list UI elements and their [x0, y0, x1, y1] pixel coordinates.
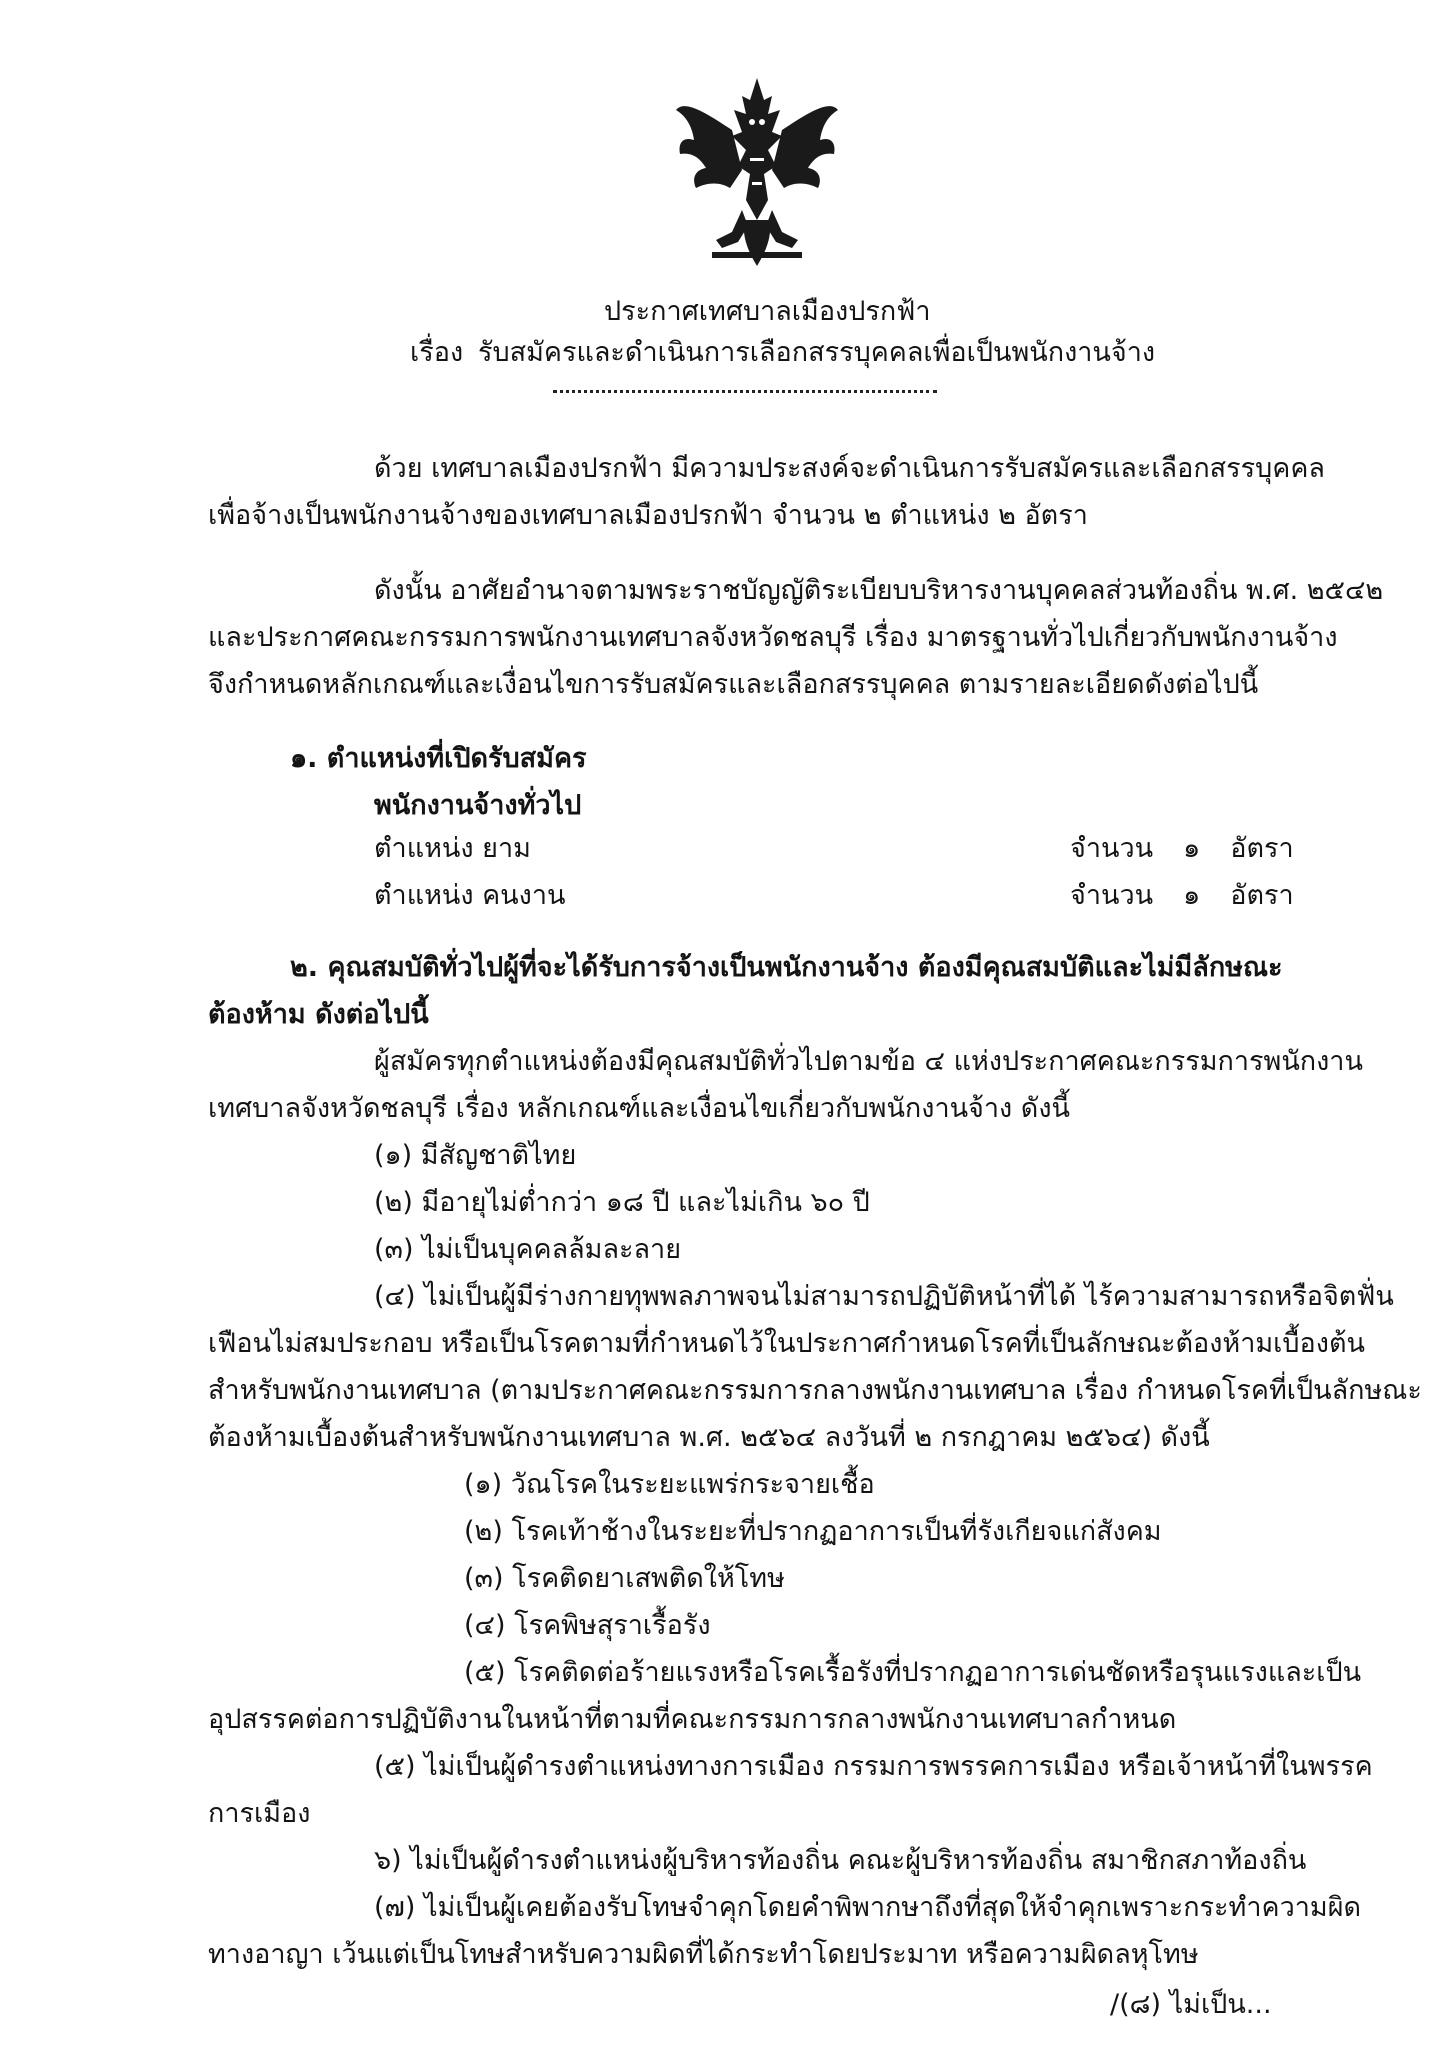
qualification-item-4-line-3: สำหรับพนักงานเทศบาล (ตามประกาศคณะกรรมการกลางพนักงานเทศบาล เรื่อง กำหนดโรคที่เป็นลักษณะ — [208, 1375, 1422, 1406]
position-name: ตำแหน่ง ยาม — [374, 833, 531, 864]
qualification-item-7-line-2: ทางอาญา เว้นแต่เป็นโทษสำหรับความผิดที่ได้กระทำโดยประมาท หรือความผิดลหุโทษ — [208, 1939, 1199, 1970]
disease-item: (๔) โรคพิษสุราเรื้อรัง — [464, 1610, 711, 1641]
section-1-subheading: พนักงานจ้างทั่วไป — [374, 790, 582, 821]
section-2-heading-line-1: ๒. คุณสมบัติทั่วไปผู้ที่จะได้รับการจ้างเป็นพนักงานจ้าง ต้องมีคุณสมบัติและไม่มีลักษณะ — [290, 952, 1283, 983]
section-1-heading: ๑. ตำแหน่งที่เปิดรับสมัคร — [290, 743, 587, 774]
disease-item: (๑) วัณโรคในระยะแพร่กระจายเชื้อ — [464, 1469, 875, 1500]
position-count: จำนวน ๑ อัตรา — [1070, 880, 1294, 911]
disease-item: (๓) โรคติดยาเสพติดให้โทษ — [464, 1563, 785, 1594]
continuation-note: /(๘) ไม่เป็น... — [1110, 1989, 1272, 2020]
garuda-emblem-icon — [672, 70, 842, 270]
announcement-title: ประกาศเทศบาลเมืองปรกฟ้า — [604, 296, 931, 327]
position-name: ตำแหน่ง คนงาน — [374, 880, 566, 911]
section-2-heading-line-2: ต้องห้าม ดังต่อไปนี้ — [208, 999, 429, 1030]
qualification-item-6: ๖) ไม่เป็นผู้ดำรงตำแหน่งผู้บริหารท้องถิ่น คณะผู้บริหารท้องถิ่น สมาชิกสภาท้องถิ่น — [374, 1845, 1307, 1876]
subject-text: รับสมัครและดำเนินการเลือกสรรบุคคลเพื่อเป็นพนักงานจ้าง — [478, 337, 1156, 368]
qualification-item-5-line-2: การเมือง — [208, 1798, 311, 1829]
position-count: จำนวน ๑ อัตรา — [1070, 833, 1294, 864]
intro-paragraph-2-line-2: และประกาศคณะกรรมการพนักงานเทศบาลจังหวัดชลบุรี เรื่อง มาตรฐานทั่วไปเกี่ยวกับพนักงานจ้าง — [208, 622, 1338, 653]
intro-paragraph-2-line-1: ดังนั้น อาศัยอำนาจตามพระราชบัญญัติระเบียบบริหารงานบุคคลส่วนท้องถิ่น พ.ศ. ๒๕๔๒ — [374, 575, 1384, 606]
qualification-item-5-line-1: (๕) ไม่เป็นผู้ดำรงตำแหน่งทางการเมือง กรรมการพรรคการเมือง หรือเจ้าหน้าที่ในพรรค — [374, 1751, 1373, 1782]
subject-label: เรื่อง — [410, 337, 464, 368]
position-row — [374, 876, 565, 916]
intro-paragraph-1-line-1: ด้วย เทศบาลเมืองปรกฟ้า มีความประสงค์จะดำเนินการรับสมัครและเลือกสรรบุคคล — [374, 453, 1325, 484]
title-divider — [553, 390, 937, 393]
position-row — [374, 829, 531, 869]
qualification-item: (๑) มีสัญชาติไทย — [374, 1140, 577, 1171]
section-2-intro-line-1: ผู้สมัครทุกตำแหน่งต้องมีคุณสมบัติทั่วไปตามข้อ ๔ แห่งประกาศคณะกรรมการพนักงาน — [374, 1046, 1363, 1077]
disease-item-5-line-2: อุปสรรคต่อการปฏิบัติงานในหน้าที่ตามที่คณะกรรมการกลางพนักงานเทศบาลกำหนด — [208, 1704, 1177, 1735]
qualification-item: (๒) มีอายุไม่ต่ำกว่า ๑๘ ปี และไม่เกิน ๖๐ ปี — [374, 1187, 870, 1218]
qualification-item-7-line-1: (๗) ไม่เป็นผู้เคยต้องรับโทษจำคุกโดยคำพิพากษาถึงที่สุดให้จำคุกเพราะกระทำความผิด — [374, 1892, 1362, 1923]
qualification-item-4-line-2: เฟือนไม่สมประกอบ หรือเป็นโรคตามที่กำหนดไว้ในประกาศกำหนดโรคที่เป็นลักษณะต้องห้ามเบื้องต้น — [208, 1328, 1365, 1359]
qualification-item-4-line-4: ต้องห้ามเบื้องต้นสำหรับพนักงานเทศบาล พ.ศ. ๒๕๖๔ ลงวันที่ ๒ กรกฎาคม ๒๕๖๔) ดังนี้ — [208, 1422, 1210, 1453]
section-2-intro-line-2: เทศบาลจังหวัดชลบุรี เรื่อง หลักเกณฑ์และเงื่อนไขเกี่ยวกับพนักงานจ้าง ดังนี้ — [208, 1093, 1070, 1124]
disease-item-5-line-1: (๕) โรคติดต่อร้ายแรงหรือโรคเรื้อรังที่ปรากฏอาการเด่นชัดหรือรุนแรงและเป็น — [464, 1657, 1362, 1688]
qualification-item: (๓) ไม่เป็นบุคคลล้มละลาย — [374, 1234, 682, 1265]
intro-paragraph-2-line-3: จึงกำหนดหลักเกณฑ์และเงื่อนไขการรับสมัครและเลือกสรรบุคคล ตามรายละเอียดดังต่อไปนี้ — [208, 669, 1259, 700]
qualification-item-4-line-1: (๔) ไม่เป็นผู้มีร่างกายทุพพลภาพจนไม่สามารถปฏิบัติหน้าที่ได้ ไร้ความสามารถหรือจิตฟั่น — [374, 1281, 1394, 1312]
intro-paragraph-1-line-2: เพื่อจ้างเป็นพนักงานจ้างของเทศบาลเมืองปรกฟ้า จำนวน ๒ ตำแหน่ง ๒ อัตรา — [208, 500, 1088, 531]
disease-item: (๒) โรคเท้าช้างในระยะที่ปรากฏอาการเป็นที่รังเกียจแก่สังคม — [464, 1516, 1162, 1547]
